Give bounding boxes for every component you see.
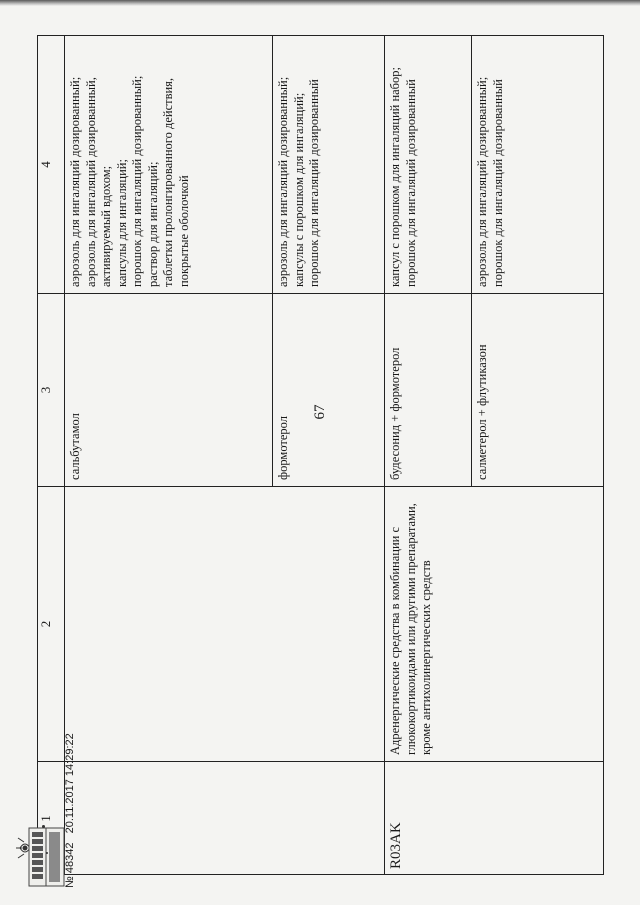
table-row-drug: будесонид + формотерол xyxy=(385,293,472,486)
document-id: № 48342 xyxy=(64,842,76,888)
table-row-forms: аэрозоль для ингаляций дозированный; порошок для ингаляций дозированный xyxy=(472,35,604,293)
table-row-forms: аэрозоль для ингаляций дозированный; капсулы с порошком для ингаляций; порошок для ингаляций дозированный xyxy=(273,35,385,293)
header-col-3: 3 xyxy=(37,293,65,486)
scan-edge xyxy=(0,0,640,6)
header-col-1: 1 xyxy=(37,761,65,875)
document-footer xyxy=(64,688,78,888)
drug-table xyxy=(37,35,604,875)
table-row-forms: капсул с порошком для ингаляций набор; порошок для ингаляций дозированный xyxy=(385,35,472,293)
page-number: 67 xyxy=(312,404,328,420)
header-col-2: 2 xyxy=(37,486,65,761)
table-row-description: Адренергические средства в комбинации с глюкокортикоидами или другими препаратами, кроме антихолинергических средств xyxy=(385,486,604,761)
table-row-code xyxy=(65,761,385,875)
table-row-drug: формотерол xyxy=(273,293,385,486)
scan-speck xyxy=(42,825,45,828)
table-row-drug: салметерол + флутиказон xyxy=(472,293,604,486)
table-row-description xyxy=(65,486,385,761)
document-timestamp: 20.11.2017 14:29:22 xyxy=(64,733,76,834)
table-row-forms: аэрозоль для ингаляций дозированный; аэрозоль для ингаляций дозированный, активируемый вдохом; капсулы для ингаляций; порошок для ингаляций дозированный; раствор для ингаляций; таблетки пролонгированного действия, покрытые оболочкой xyxy=(65,35,273,293)
table-row-drug: сальбутамол xyxy=(65,293,273,486)
scan-speck xyxy=(46,852,48,854)
table-row-code: R03AK xyxy=(385,761,604,875)
header-col-4: 4 xyxy=(37,35,65,293)
